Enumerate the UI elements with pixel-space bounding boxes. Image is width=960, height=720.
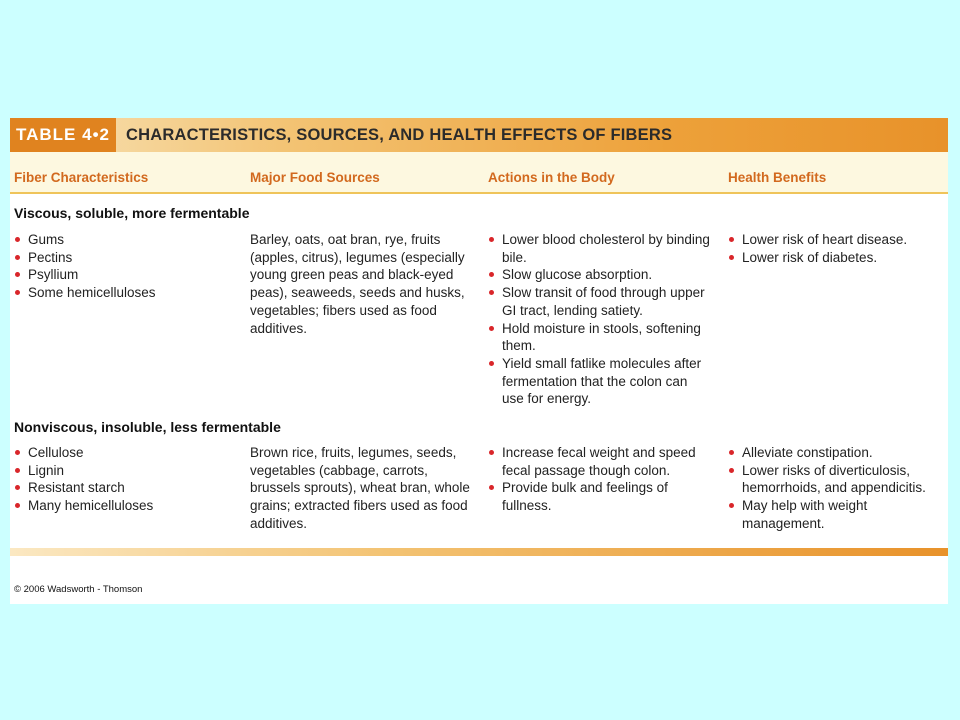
list-item: Cellulose [14,444,239,462]
bullet-icon [15,255,20,260]
column-header-characteristics: Fiber Characteristics [14,170,149,185]
bullet-icon [489,450,494,455]
list-item: Lower blood cholesterol by binding bile. [488,231,710,266]
bullet-icon [729,450,734,455]
list-item: Lower risk of heart disease. [728,231,943,249]
bullet-icon [15,272,20,277]
bullet-icon [15,503,20,508]
list-item: Lignin [14,462,239,480]
list-item: Provide bulk and feelings of fullness. [488,479,710,514]
bullet-icon [15,485,20,490]
list-item: Slow transit of food through upper GI tract, lending satiety. [488,284,710,319]
section-title: Nonviscous, insoluble, less fermentable [14,419,281,435]
table-title-bar [10,118,948,152]
bullet-icon [15,468,20,473]
list-item: Slow glucose absorption. [488,266,710,284]
list-item: Lower risks of diverticulosis, hemorrhoids, and appendicitis. [728,462,943,497]
list-item: Psyllium [14,266,239,284]
table-label: TABLE 4•2 [10,118,116,152]
table-slide [10,118,948,604]
actions-cell [488,444,710,515]
bullet-icon [489,361,494,366]
list-item: Some hemicelluloses [14,284,239,302]
header-divider [10,192,948,194]
table-bottom-bar [10,548,948,556]
sources-cell: Barley, oats, oat bran, rye, fruits (apples, citrus), legumes (especially young green peas and black-eyed peas), seaweeds, seeds and husks, vegetables; fibers used as food additives. [250,232,465,336]
bullet-icon [489,326,494,331]
actions-cell [488,231,710,408]
list-item: Alleviate constipation. [728,444,943,462]
characteristics-cell [14,444,239,515]
table-title: CHARACTERISTICS, SOURCES, AND HEALTH EFFECTS OF FIBERS [126,125,673,144]
bullet-icon [15,237,20,242]
list-item: Gums [14,231,239,249]
benefits-cell [728,444,943,533]
bullet-icon [729,503,734,508]
characteristics-cell [14,231,239,302]
bullet-icon [729,237,734,242]
list-item: Lower risk of diabetes. [728,249,943,267]
section-title: Viscous, soluble, more fermentable [14,205,250,221]
bullet-icon [15,290,20,295]
bullet-icon [489,485,494,490]
list-item: May help with weight management. [728,497,943,532]
list-item: Yield small fatlike molecules after fermentation that the colon can use for energy. [488,355,710,408]
bullet-icon [15,450,20,455]
column-header-sources: Major Food Sources [250,170,380,185]
benefits-cell [728,231,943,266]
list-item: Resistant starch [14,479,239,497]
bullet-icon [489,237,494,242]
column-header-actions: Actions in the Body [488,170,615,185]
column-headers [10,152,948,192]
list-item: Pectins [14,249,239,267]
list-item: Many hemicelluloses [14,497,239,515]
copyright-notice: © 2006 Wadsworth - Thomson [14,584,143,595]
bullet-icon [489,272,494,277]
bullet-icon [729,468,734,473]
bullet-icon [729,255,734,260]
bullet-icon [489,290,494,295]
list-item: Increase fecal weight and speed fecal passage though colon. [488,444,710,479]
sources-cell: Brown rice, fruits, legumes, seeds, vegetables (cabbage, carrots, brussels sprouts), wheat bran, whole grains; extracted fibers used as food additives. [250,445,470,531]
column-header-benefits: Health Benefits [728,170,827,185]
list-item: Hold moisture in stools, softening them. [488,320,710,355]
